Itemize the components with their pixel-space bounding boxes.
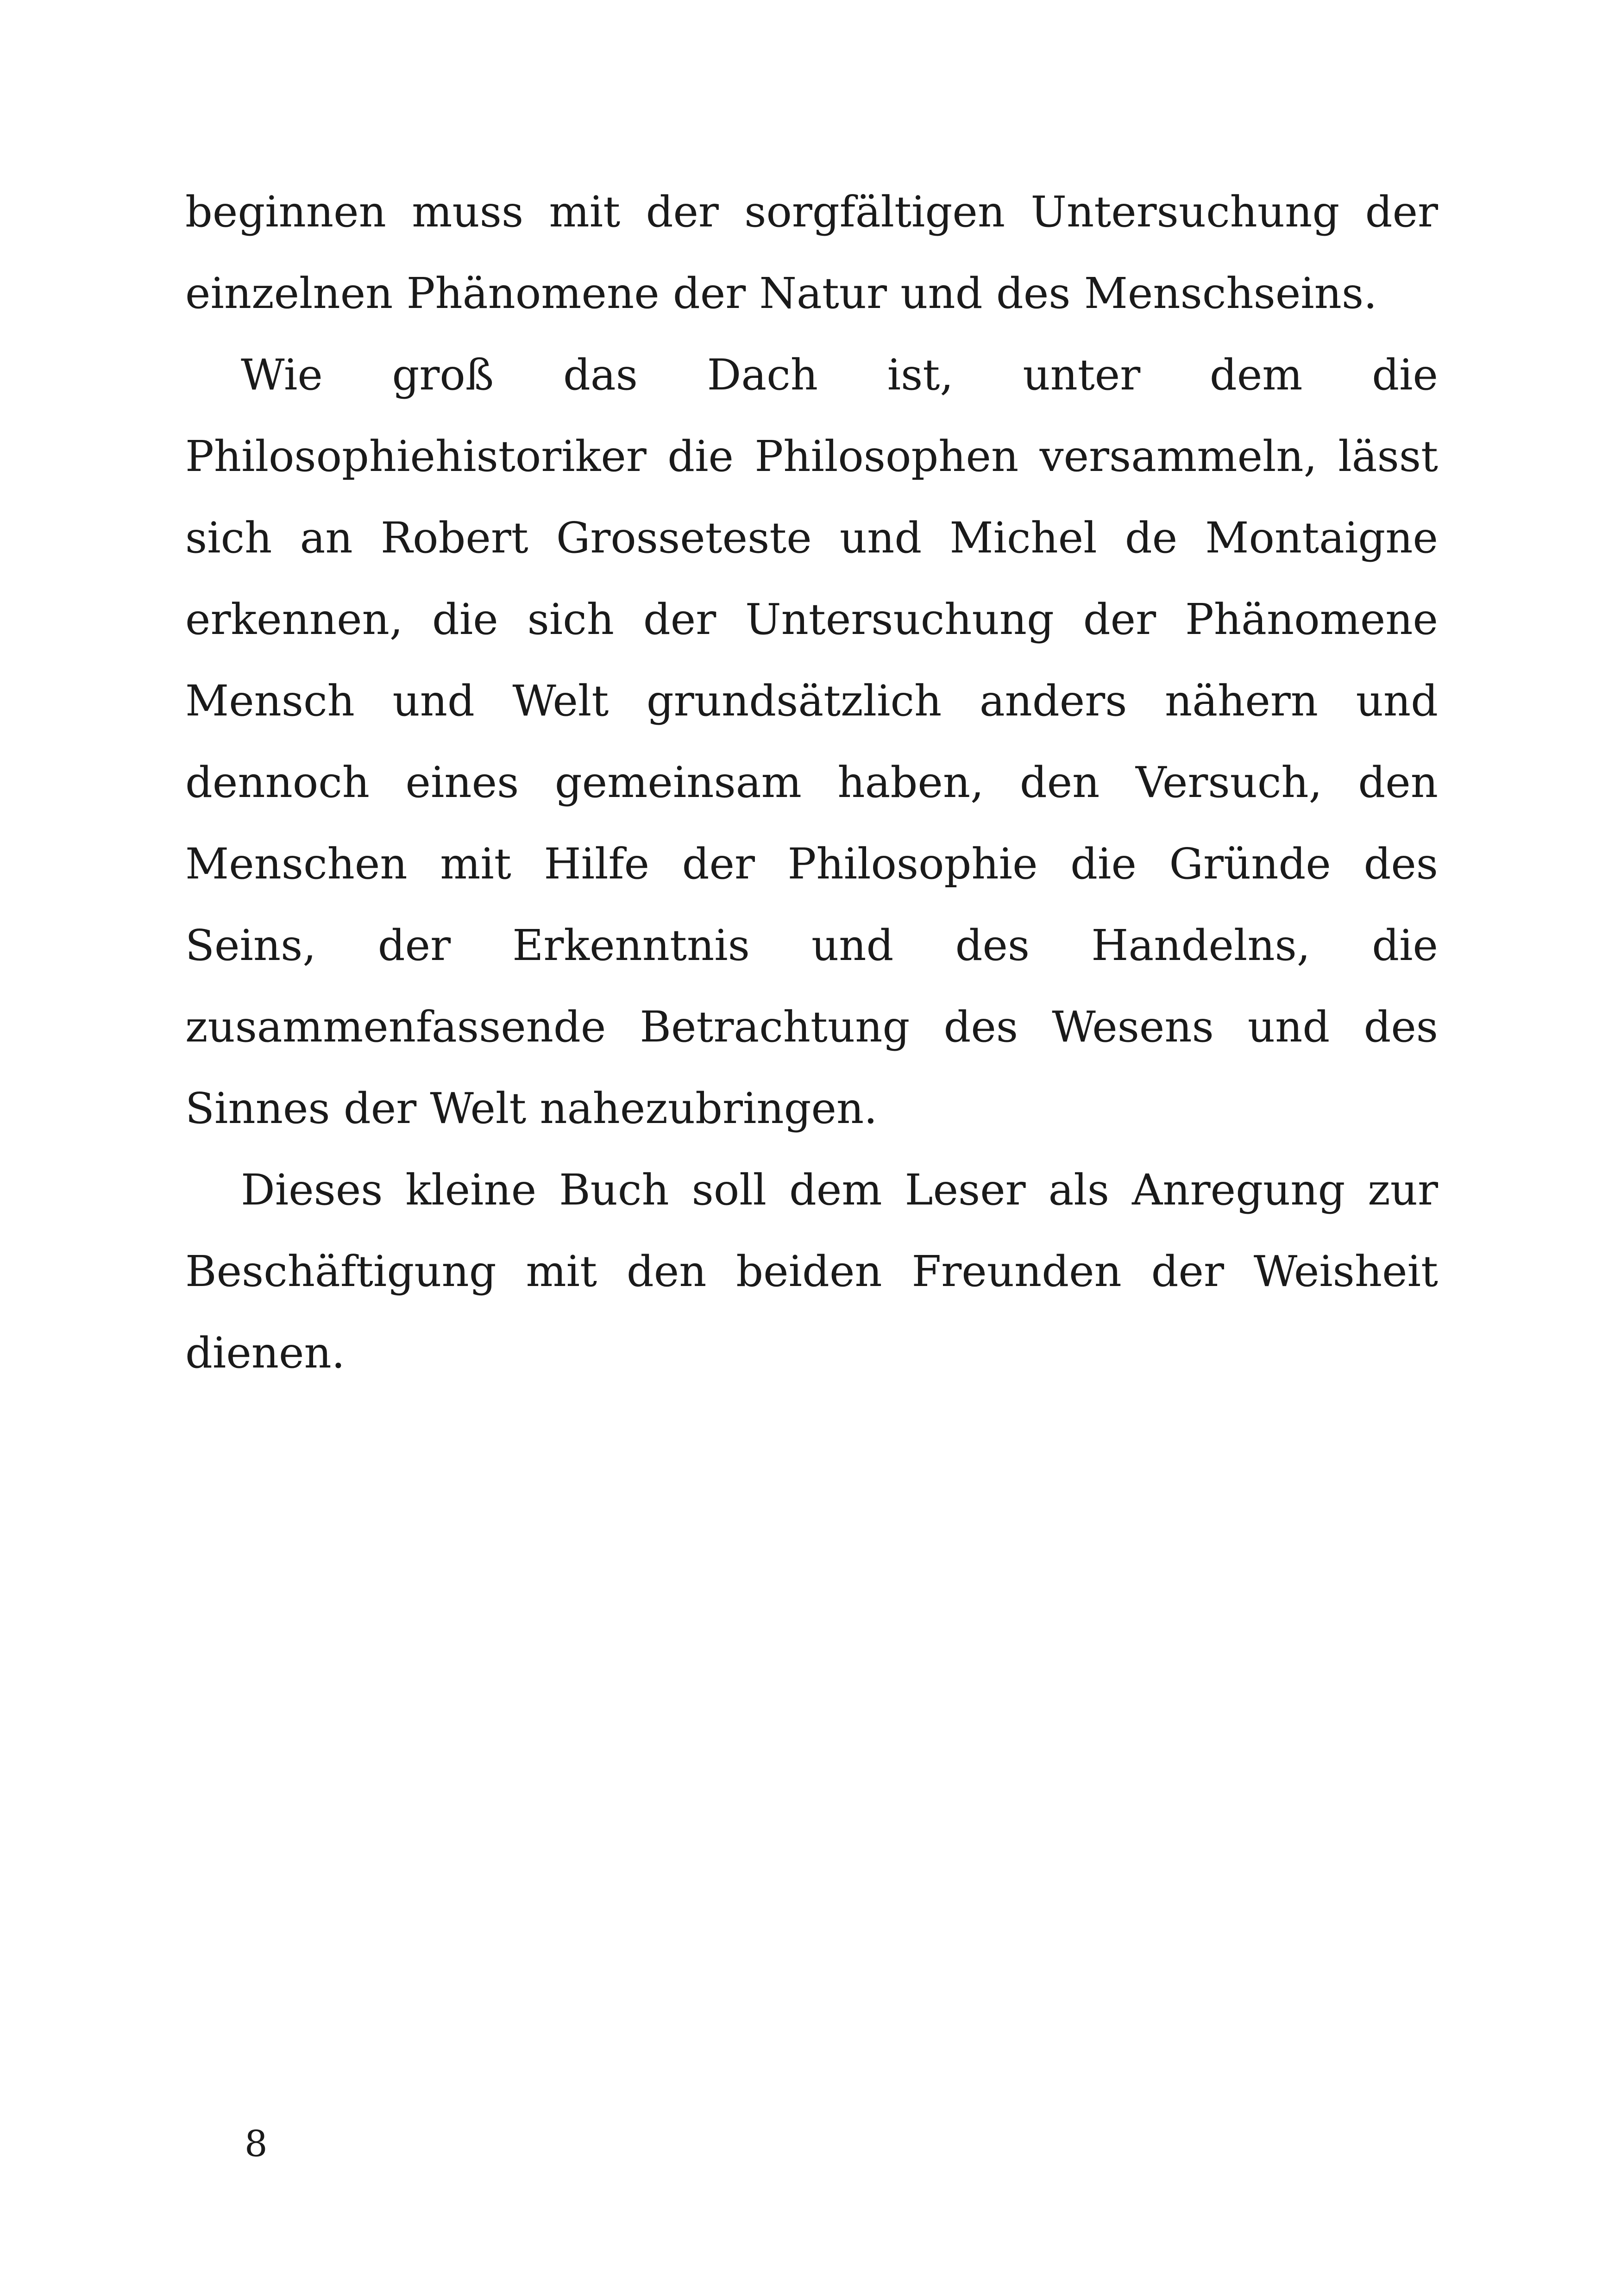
page-number: 8 — [245, 2123, 268, 2165]
body-text — [185, 171, 1438, 1394]
paragraph: beginnen muss mit der sorgfältigen Untersuchung der einzelnen Phänomene der Natur und des Menschseins. — [185, 187, 1438, 318]
paragraph: Dieses kleine Buch soll dem Leser als Anregung zur Beschäftigung mit den beiden Freunden der Weisheit dienen. — [185, 1165, 1438, 1378]
paragraph: Wie groß das Dach ist, unter dem die Philosophiehistoriker die Philosophen versammeln, lässt sich an Robert Grosseteste und Michel de Montaigne erkennen, die sich der Untersuchung der Phänomene Mensch und Welt grundsätzlich anders nähern und dennoch eines gemeinsam haben, den Versuch, den Menschen mit Hilfe der Philosophie die Gründe des Seins, der Erkenntnis und des Handelns, die zusammenfassende Betrachtung des Wesens und des Sinnes der Welt nahezubringen. — [185, 350, 1438, 1133]
